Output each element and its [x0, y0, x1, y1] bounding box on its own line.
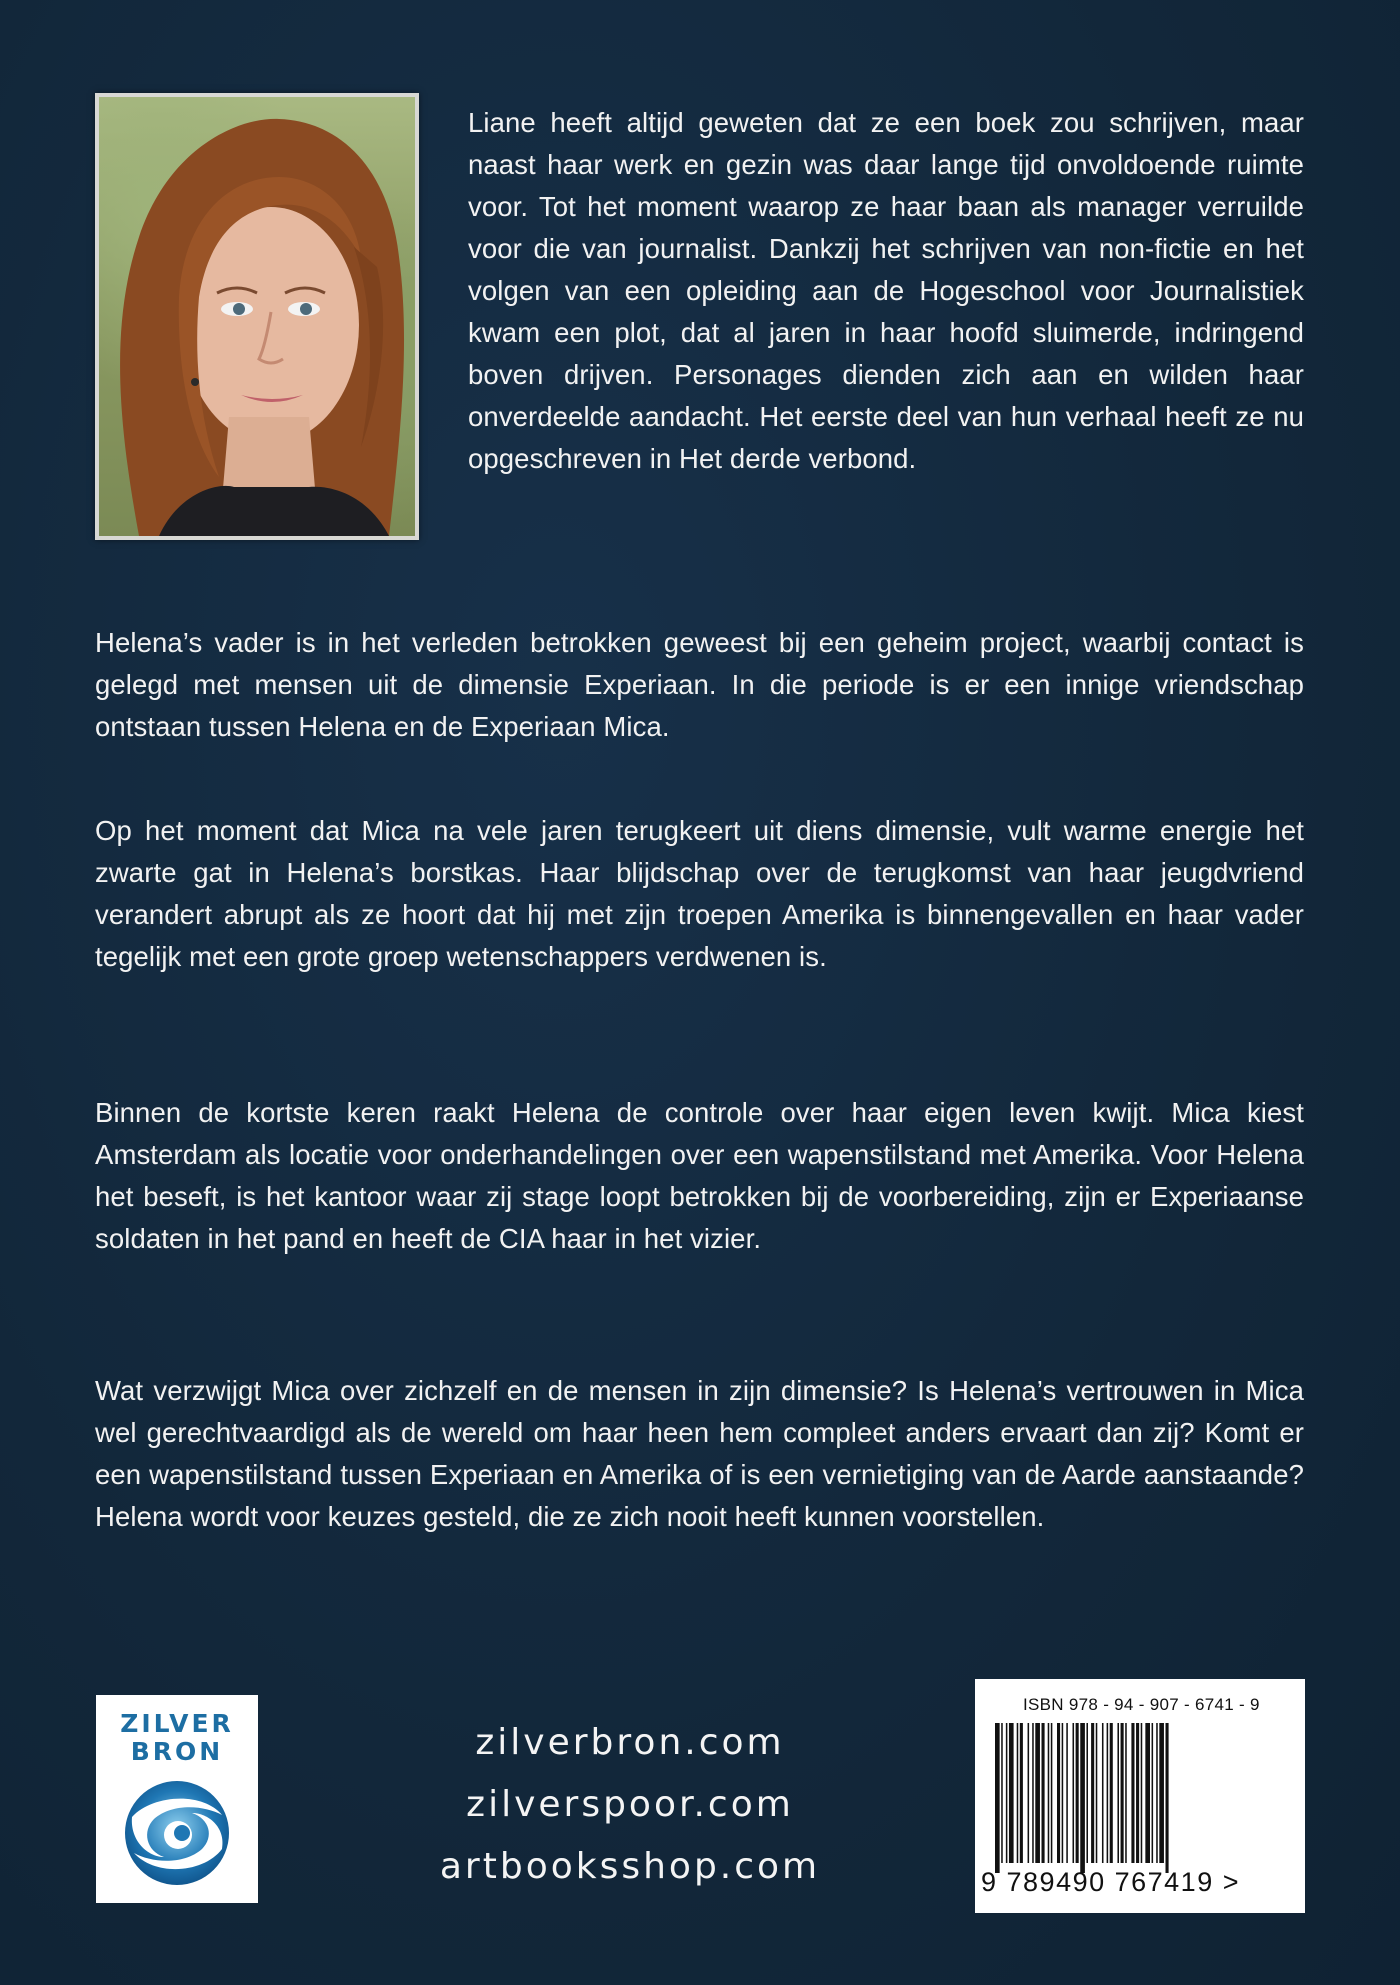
barcode-bar [1042, 1723, 1045, 1863]
author-portrait [99, 97, 415, 536]
publisher-logo [96, 1695, 258, 1903]
barcode-bar [1110, 1723, 1113, 1863]
author-bio: Liane heeft altijd geweten dat ze een boek zou schrijven, maar naast haar werk en gezin was daar lange tijd onvoldoende ruimte voor. Tot het moment waarop ze haar baan als manager verruilde voor die van journalist. Dankzij het schrijven van non-fictie en het volgen van een opleiding aan de Hogeschool voor Journalistiek kwam een plot, dat al jaren in haar hoofd sluimerde, indringend boven drijven. Personages dienden zich aan en wilden haar onverdeelde aandacht. Het eerste deel van hun verhaal heeft ze nu opgeschreven in Het derde verbond. [468, 107, 1304, 474]
barcode-bar [1035, 1723, 1040, 1863]
barcode-bar [1057, 1723, 1060, 1863]
blurb-paragraph-4: Wat verzwijgt Mica over zichzelf en de mensen in zijn dimensie? Is Helena’s vertrouwen in Mica wel gerechtvaardigd als de wereld om haar heen hem compleet anders ervaart dan zij? Komt er een wapenstilstand tussen Experiaan en Amerika of is een vernietiging van de Aarde aanstaande? Helena wordt voor keuzes gesteld, die ze zich nooit heeft kunnen voorstellen. [95, 1375, 1304, 1532]
logo-text-line2: BRON [130, 1737, 224, 1766]
author-photo [95, 93, 419, 540]
barcode-bar [995, 1723, 1000, 1873]
ean-digits: 9 789490 767419 > [981, 1867, 1240, 1897]
barcode-bar [1091, 1723, 1094, 1863]
barcode-bar [1136, 1723, 1139, 1863]
barcode-bar [1048, 1723, 1050, 1863]
barcode-bar [1156, 1723, 1158, 1863]
barcode-bar [1080, 1723, 1085, 1873]
barcode-bars [993, 1723, 1293, 1873]
barcode-bar [1006, 1723, 1008, 1863]
barcode-bar [1076, 1723, 1079, 1863]
barcode-bar [1152, 1723, 1154, 1863]
swirl-icon [112, 1777, 242, 1889]
logo-text-line1: ZILVER [120, 1709, 234, 1738]
link-zilverspoor[interactable]: zilverspoor.com [466, 1784, 794, 1825]
barcode-bar [1107, 1723, 1109, 1863]
link-zilverbron[interactable]: zilverbron.com [475, 1722, 785, 1763]
barcode-bar [1096, 1723, 1098, 1863]
barcode-bar [1125, 1723, 1127, 1863]
blurb-paragraph-3: Binnen de kortste keren raakt Helena de controle over haar eigen leven kwijt. Mica kiest Amsterdam als locatie voor onderhandelingen over een wapenstilstand met Amerika. Voor Helena het beseft, is het kantoor waar zij stage loopt betrokken bij de voorbereiding, zijn er Experiaanse soldaten in het pand en heeft de CIA haar in het vizier. [95, 1097, 1304, 1254]
barcode-bar [1028, 1723, 1030, 1863]
barcode-bar [1001, 1723, 1003, 1863]
barcode-bar [1166, 1723, 1169, 1873]
barcode-bar [1017, 1723, 1019, 1863]
barcode-bar [1020, 1723, 1023, 1863]
barcode-bar [1141, 1723, 1143, 1863]
isbn-label: ISBN 978 - 94 - 907 - 6741 - 9 [1023, 1695, 1260, 1714]
barcode-bar [1102, 1723, 1104, 1863]
isbn-barcode [975, 1679, 1305, 1913]
portrait-illustration [99, 97, 415, 536]
barcode-bar [1009, 1723, 1014, 1863]
link-artbooksshop[interactable]: artbooksshop.com [439, 1846, 821, 1887]
barcode-bar [1131, 1723, 1134, 1863]
barcode-bar [1086, 1723, 1088, 1863]
blurb-paragraph-2: Op het moment dat Mica na vele jaren terugkeert uit diens dimensie, vult warme energie het zwarte gat in Helena’s borstkas. Haar blijdschap over de terugkomst van haar jeugdvriend verandert abrupt als ze hoort dat hij met zijn troepen Amerika is binnengevallen en haar vader tegelijk met een grote groep wetenschappers verdwenen is. [95, 815, 1304, 972]
barcode-bar [1073, 1723, 1075, 1863]
barcode-bar [1159, 1723, 1164, 1863]
barcode-bar [1121, 1723, 1124, 1863]
blurb-paragraph-1: Helena’s vader is in het verleden betrokken geweest bij een geheim project, waarbij contact is gelegd met mensen uit de dimensie Experiaan. In die periode is er een innige vriendschap ontstaan tussen Helena en de Experiaan Mica. [95, 627, 1304, 742]
barcode-bar [1117, 1723, 1119, 1863]
barcode-bar [1062, 1723, 1064, 1863]
barcode-bar [1032, 1723, 1034, 1863]
barcode-bar [1145, 1723, 1150, 1863]
barcode-bar [1066, 1723, 1068, 1863]
barcode-bar [1051, 1723, 1053, 1863]
